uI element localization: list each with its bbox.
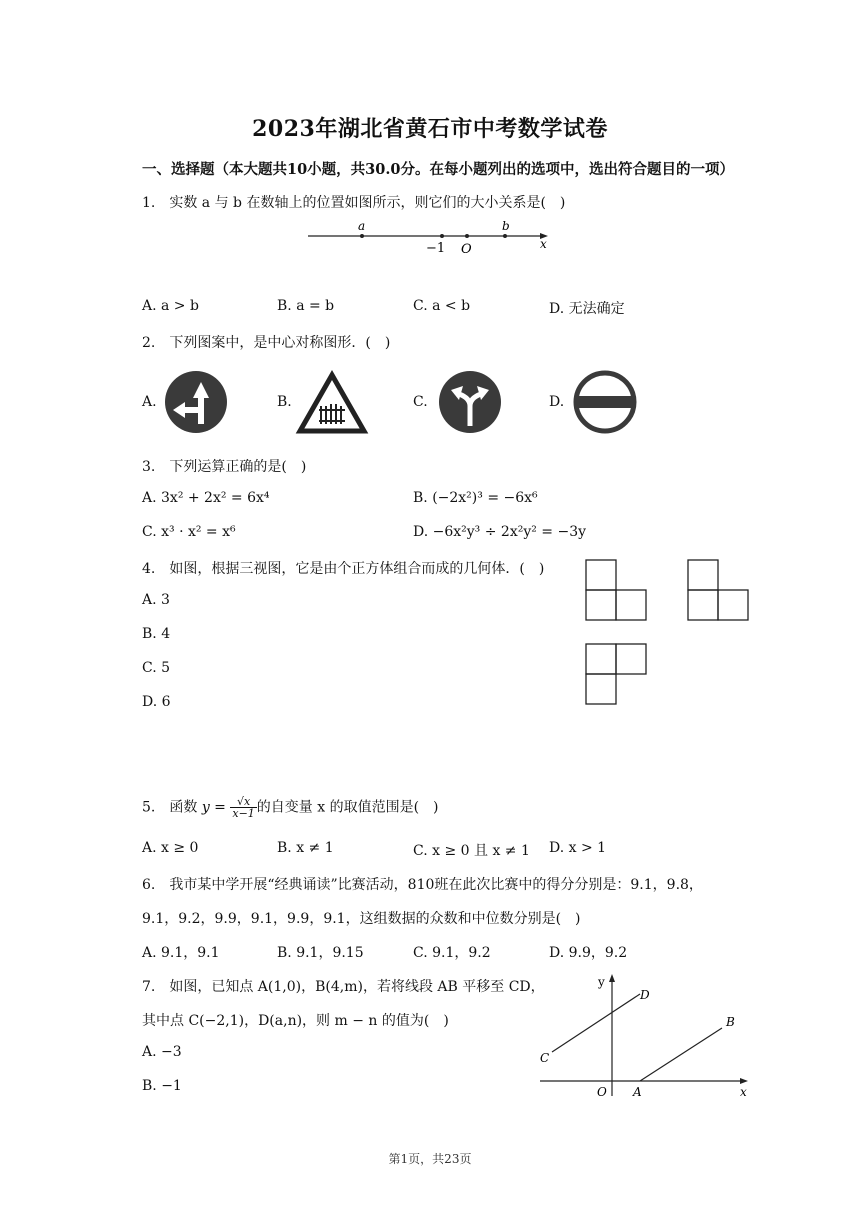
axis-label-origin: O bbox=[461, 242, 472, 257]
q5-option-d: D. x > 1 bbox=[549, 840, 607, 856]
number-line-figure bbox=[300, 218, 560, 258]
q6-option-d: D. 9.9，9.2 bbox=[549, 945, 628, 961]
question-7-line-1: 7. 如图，已知点 A(1,0)，B(4,m)，若将线段 AB 平移至 CD， bbox=[142, 979, 545, 995]
graph-label-c: C bbox=[540, 1051, 550, 1065]
graph-label-y: y bbox=[598, 975, 605, 989]
page-title: 2023年湖北省黄石市中考数学试卷 bbox=[252, 116, 608, 142]
q5-numerator: √x bbox=[230, 796, 256, 808]
q7-option-b: B. −1 bbox=[142, 1078, 182, 1094]
q4-option-b: B. 4 bbox=[142, 626, 171, 642]
q4-option-c: C. 5 bbox=[142, 660, 171, 676]
graph-label-o: O bbox=[597, 1085, 607, 1099]
q6-option-b: B. 9.1，9.15 bbox=[277, 945, 364, 961]
three-view-drawing bbox=[584, 558, 754, 706]
q1-option-c: C. a < b bbox=[413, 298, 471, 314]
graph-label-x: x bbox=[740, 1085, 747, 1099]
q2-label-d: D. bbox=[549, 394, 565, 410]
q1-option-b: B. a = b bbox=[277, 298, 335, 314]
q5-option-c: C. x ≥ 0 且 x ≠ 1 bbox=[413, 843, 530, 859]
q3-option-c: C. x³ · x² = x⁶ bbox=[142, 524, 236, 540]
graph-label-b: B bbox=[726, 1015, 735, 1029]
q5-fraction bbox=[230, 796, 256, 819]
no-entry-sign-icon bbox=[572, 370, 638, 434]
question-7-line-2: 其中点 C(−2,1)，D(a,n)，则 m − n 的值为( ) bbox=[142, 1013, 449, 1029]
railway-crossing-sign-icon bbox=[297, 372, 367, 434]
q5-option-a: A. x ≥ 0 bbox=[142, 840, 199, 856]
axis-label-b: b bbox=[502, 219, 510, 233]
q3-option-d: D. −6x²y³ ÷ 2x²y² = −3y bbox=[413, 524, 587, 540]
question-3-stem: 3. 下列运算正确的是( ) bbox=[142, 459, 307, 475]
coordinate-graph-figure bbox=[536, 972, 756, 1100]
axis-label-a: a bbox=[358, 219, 366, 233]
sign-turn-arrows-icon bbox=[163, 370, 229, 434]
question-6-line-1: 6. 我市某中学开展“经典诵读”比赛活动，810班在此次比赛中的得分分别是：9.1，9.8， bbox=[142, 877, 703, 893]
question-5-stem bbox=[142, 796, 439, 819]
question-2-stem: 2. 下列图案中，是中心对称图形．( ) bbox=[142, 335, 391, 351]
q3-option-b: B. (−2x²)³ = −6x⁶ bbox=[413, 490, 538, 506]
question-6-line-2: 9.1，9.2，9.9，9.1，9.9，9.1，这组数据的众数和中位数分别是( ) bbox=[142, 911, 581, 927]
q1-option-a: A. a > b bbox=[142, 298, 199, 314]
q5-prefix: 5. 函数 bbox=[142, 799, 198, 816]
section-heading: 一、选择题（本大题共10小题，共30.0分。在每小题列出的选项中，选出符合题目的一项） bbox=[142, 161, 734, 178]
question-4-stem: 4. 如图，根据三视图，它是由个正方体组合而成的几何体．( ) bbox=[142, 561, 545, 577]
q2-label-c: C. bbox=[413, 394, 428, 410]
q3-option-a: A. 3x² + 2x² = 6x⁴ bbox=[142, 490, 270, 506]
graph-label-d: D bbox=[640, 988, 650, 1002]
q4-option-d: D. 6 bbox=[142, 694, 171, 710]
q5-suffix: 的自变量 x 的取值范围是( ) bbox=[256, 799, 439, 816]
axis-label-minus1: −1 bbox=[426, 241, 446, 256]
sign-fork-arrows-icon bbox=[437, 370, 503, 434]
graph-label-a: A bbox=[633, 1085, 642, 1099]
q6-option-c: C. 9.1，9.2 bbox=[413, 945, 491, 961]
axis-label-x: x bbox=[540, 237, 547, 251]
q6-option-a: A. 9.1，9.1 bbox=[142, 945, 220, 961]
q2-label-b: B. bbox=[277, 394, 292, 410]
q1-option-d: D. 无法确定 bbox=[549, 301, 625, 317]
q5-lhs: y = bbox=[201, 799, 226, 816]
q4-option-a: A. 3 bbox=[142, 592, 170, 608]
q5-option-b: B. x ≠ 1 bbox=[277, 840, 334, 856]
q5-denominator: x−1 bbox=[232, 807, 255, 820]
q7-option-a: A. −3 bbox=[142, 1044, 182, 1060]
question-1-stem: 1. 实数 a 与 b 在数轴上的位置如图所示，则它们的大小关系是( ) bbox=[142, 195, 566, 211]
page-footer: 第1页，共23页 bbox=[388, 1152, 472, 1166]
q2-label-a: A. bbox=[142, 394, 157, 410]
